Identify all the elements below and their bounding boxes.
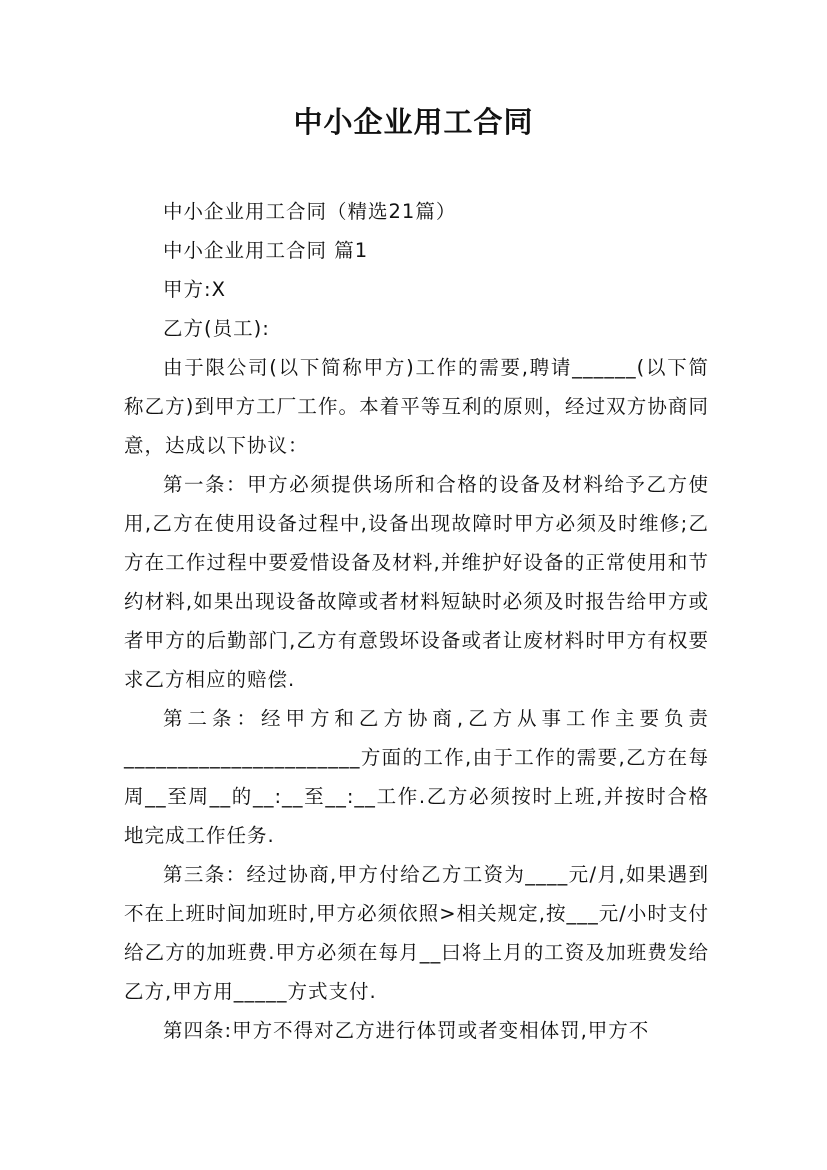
paragraph-article-1: 第一条：甲方必须提供场所和合格的设备及材料给予乙方使用,乙方在使用设备过程中,设备出现故障时甲方必须及时维修;乙方在工作过程中要爱惜设备及材料,并维护好设备的正常使用和节约材料,如果出现设备故障或者材料短缺时必须及时报告给甲方或者甲方的后勤部门,乙方有意毁坏设备或者让废材料时甲方有权要求乙方相应的赔偿.: [124, 473, 709, 691]
paragraph-preamble: 由于限公司(以下简称甲方)工作的需要,聘请______(以下简称乙方)到甲方工厂工作。本着平等互利的原则，经过双方协商同意，达成以下协议：: [124, 356, 709, 457]
paragraph-article-3: 第三条：经过协商,甲方付给乙方工资为____元/月,如果遇到不在上班时间加班时,甲方必须依照>相关规定,按___元/小时支付给乙方的加班费.甲方必须在每月__曰将上月的工资及加班费发给乙方,甲方用_____方式支付.: [124, 863, 709, 1003]
paragraph-article-4: 第四条:甲方不得对乙方进行体罚或者变相体罚,甲方不: [163, 1019, 650, 1042]
document-title: 中小企业用工合同: [293, 105, 534, 139]
paragraph-party-a: 甲方:X: [163, 278, 226, 301]
paragraph-heading-collection: 中小企业用工合同（精选21篇）: [163, 200, 457, 223]
paragraph-heading-part1: 中小企业用工合同 篇1: [163, 239, 369, 262]
paragraph-article-2: 第二条：经甲方和乙方协商,乙方从事工作主要负责______________________方面的工作,由于工作的需要,乙方在每周__至周__的__:__至__:__工作.乙方必须按时上班,并按时合格地完成工作任务.: [124, 707, 709, 847]
paragraph-party-b: 乙方(员工):: [163, 317, 270, 340]
document-body: [124, 192, 709, 1050]
